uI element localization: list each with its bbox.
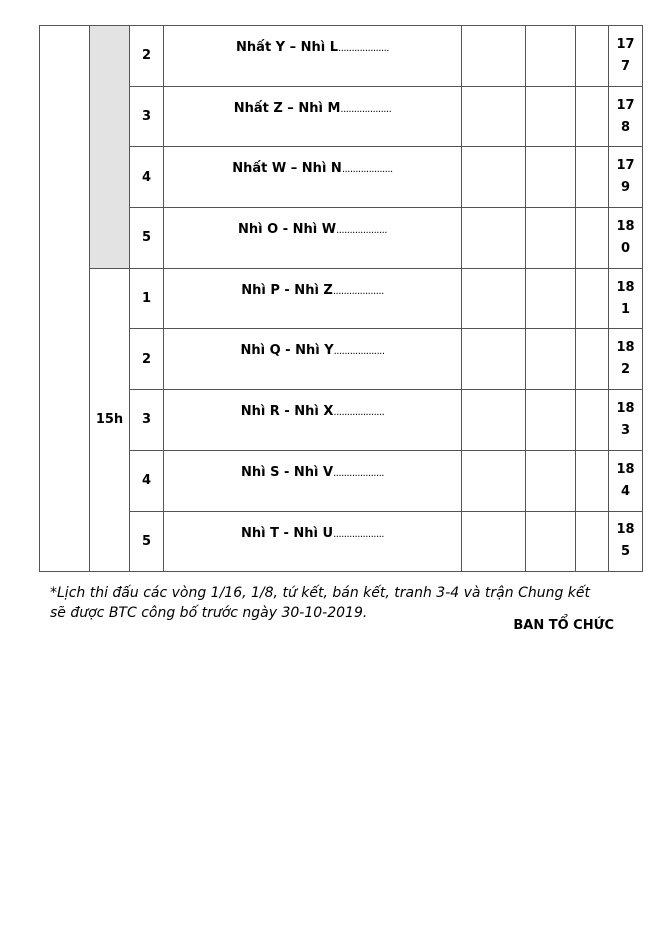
match-label: Nhì T - Nhì U — [240, 525, 334, 541]
table-row — [40, 511, 643, 572]
match-dots: ................... — [340, 103, 392, 115]
empty-cell — [576, 268, 609, 329]
match-number — [609, 208, 643, 269]
empty-cell — [462, 147, 526, 208]
empty-cell — [462, 208, 526, 269]
match-number-top: 18 — [616, 522, 635, 538]
table-row — [40, 390, 643, 451]
organizer-signature: BAN TỔ CHỨC — [513, 618, 614, 633]
match-number — [609, 147, 643, 208]
empty-cell — [462, 26, 526, 87]
match-dots: ................... — [333, 467, 384, 479]
match-label: Nhì R - Nhì X — [240, 404, 334, 420]
match-number — [609, 450, 643, 511]
empty-cell — [462, 329, 526, 390]
match-number-bottom: 9 — [620, 180, 631, 196]
match-number-top: 17 — [616, 97, 635, 113]
match-number-top: 18 — [616, 340, 635, 356]
match-number-top: 17 — [616, 158, 635, 174]
match-order: 2 — [130, 26, 164, 87]
match-cell — [164, 86, 462, 147]
empty-cell — [462, 511, 526, 572]
empty-cell — [526, 329, 576, 390]
match-number-top: 17 — [616, 36, 635, 52]
empty-cell — [576, 208, 609, 269]
empty-cell — [462, 450, 526, 511]
match-order: 4 — [130, 450, 164, 511]
match-cell — [164, 208, 462, 269]
time-cell: 15h — [90, 268, 130, 571]
match-order: 5 — [130, 511, 164, 572]
match-number-top: 18 — [616, 461, 635, 477]
match-dots: ................... — [341, 164, 393, 176]
match-number — [609, 390, 643, 451]
match-label: Nhì O - Nhì W — [238, 222, 337, 238]
date-cell — [40, 26, 90, 572]
empty-cell — [462, 268, 526, 329]
match-number-bottom: 0 — [620, 240, 631, 256]
match-number-bottom: 8 — [620, 119, 631, 135]
table-row — [40, 26, 643, 87]
match-order: 4 — [130, 147, 164, 208]
match-label: Nhất W – Nhì N — [232, 161, 342, 177]
match-dots: ................... — [333, 407, 385, 419]
schedule-table — [39, 25, 643, 572]
empty-cell — [526, 511, 576, 572]
match-number-bottom: 1 — [620, 301, 631, 317]
empty-cell — [526, 450, 576, 511]
match-number — [609, 511, 643, 572]
match-number — [609, 268, 643, 329]
empty-cell — [576, 511, 609, 572]
empty-cell — [526, 390, 576, 451]
match-number-bottom: 4 — [620, 483, 631, 499]
match-label: Nhì S - Nhì V — [240, 464, 334, 480]
match-dots: ................... — [333, 346, 385, 358]
table-row — [40, 147, 643, 208]
match-number-top: 18 — [616, 279, 635, 295]
match-label: Nhất Y – Nhì L — [236, 40, 339, 55]
match-order: 1 — [130, 268, 164, 329]
match-dots: ................... — [333, 528, 384, 540]
match-number — [609, 86, 643, 147]
match-label: Nhất Z – Nhì M — [233, 100, 341, 116]
match-number-top: 18 — [616, 218, 635, 234]
match-cell — [164, 390, 462, 451]
empty-cell — [462, 390, 526, 451]
match-number-bottom: 2 — [620, 362, 631, 378]
table-row — [40, 450, 643, 511]
empty-cell — [576, 329, 609, 390]
empty-cell — [462, 86, 526, 147]
match-number-bottom: 7 — [620, 58, 631, 74]
match-label: Nhì Q - Nhì Y — [240, 343, 334, 359]
empty-cell — [526, 147, 576, 208]
empty-cell — [576, 450, 609, 511]
match-cell — [164, 268, 462, 329]
match-number-top: 18 — [616, 400, 635, 416]
match-number — [609, 329, 643, 390]
match-cell — [164, 147, 462, 208]
match-cell — [164, 450, 462, 511]
match-dots: ................... — [332, 285, 384, 297]
empty-cell — [576, 147, 609, 208]
match-dots: ................... — [338, 43, 389, 54]
match-number — [609, 26, 643, 87]
match-order: 3 — [130, 86, 164, 147]
match-cell — [164, 511, 462, 572]
time-cell-shaded — [90, 26, 130, 269]
match-cell — [164, 26, 462, 87]
empty-cell — [526, 26, 576, 87]
empty-cell — [526, 268, 576, 329]
match-dots: ................... — [336, 225, 387, 237]
table-row — [40, 208, 643, 269]
match-number-bottom: 3 — [620, 422, 631, 438]
table-row — [40, 268, 643, 329]
table-row — [40, 329, 643, 390]
empty-cell — [576, 390, 609, 451]
empty-cell — [576, 86, 609, 147]
match-cell — [164, 329, 462, 390]
empty-cell — [576, 26, 609, 87]
match-order: 3 — [130, 390, 164, 451]
table-row — [40, 86, 643, 147]
match-order: 2 — [130, 329, 164, 390]
schedule-note: *Lịch thi đấu các vòng 1/16, 1/8, tứ kết, bán kết, tranh 3-4 và trận Chung kết sẽ được BTC công bố trước ngày 30-10-2019. — [50, 585, 591, 621]
match-number-bottom: 5 — [620, 544, 631, 560]
empty-cell — [526, 208, 576, 269]
empty-cell — [526, 86, 576, 147]
match-order: 5 — [130, 208, 164, 269]
match-label: Nhì P - Nhì Z — [241, 282, 333, 298]
